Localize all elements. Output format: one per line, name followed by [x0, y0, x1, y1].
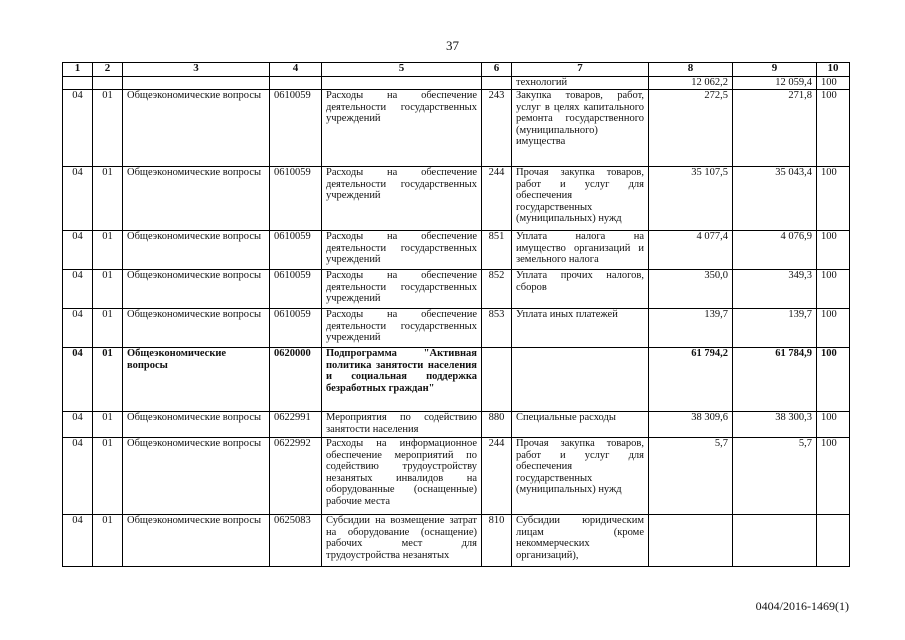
expense-description-cell: [322, 77, 482, 90]
execution-percent-cell: 100: [817, 77, 850, 90]
document-code: 0404/2016-1469(1): [755, 599, 849, 613]
execution-percent-cell: 100: [817, 90, 850, 167]
subsection-code-cell: 01: [93, 270, 123, 309]
target-article-code-cell: 0620000: [270, 348, 322, 412]
section-name-cell: [123, 77, 270, 90]
expense-description-cell: Расходы на обеспечение деятельности государственных учреждений: [322, 270, 482, 309]
subsection-code-cell: 01: [93, 167, 123, 231]
executed-amount-cell: 35 043,4: [733, 167, 817, 231]
section-code-cell: 04: [63, 270, 93, 309]
execution-percent-cell: 100: [817, 167, 850, 231]
table-row: [63, 515, 850, 567]
planned-amount-cell: 4 077,4: [649, 231, 733, 270]
executed-amount-cell: [733, 515, 817, 567]
expense-description-cell: Расходы на обеспечение деятельности государственных учреждений: [322, 231, 482, 270]
subsection-code-cell: 01: [93, 515, 123, 567]
table-row: [63, 412, 850, 438]
expense-description-cell: Субсидии на возмещение затрат на оборудование (оснащение) рабочих мест для трудоустройства незанятых: [322, 515, 482, 567]
page-number: 37: [446, 38, 459, 53]
planned-amount-cell: [649, 515, 733, 567]
subsection-code-cell: 01: [93, 309, 123, 348]
target-article-code-cell: 0625083: [270, 515, 322, 567]
target-article-code-cell: 0610059: [270, 270, 322, 309]
expense-type-code-cell: [482, 348, 512, 412]
expense-type-code-cell: 810: [482, 515, 512, 567]
execution-percent-cell: 100: [817, 348, 850, 412]
section-code-cell: 04: [63, 515, 93, 567]
planned-amount-cell: 5,7: [649, 438, 733, 515]
executed-amount-cell: 12 059,4: [733, 77, 817, 90]
expense-type-name-cell: Уплата прочих налогов, сборов: [512, 270, 649, 309]
col-header: 4: [270, 63, 322, 77]
col-header: 9: [733, 63, 817, 77]
expense-description-cell: Расходы на обеспечение деятельности государственных учреждений: [322, 309, 482, 348]
expense-type-code-cell: 853: [482, 309, 512, 348]
planned-amount-cell: 61 794,2: [649, 348, 733, 412]
expense-description-cell: Расходы на информационное обеспечение мероприятий по содействию трудоустройству незанятых инвалидов на оборудованные (оснащенные) рабочие места: [322, 438, 482, 515]
col-header: 7: [512, 63, 649, 77]
col-header: 6: [482, 63, 512, 77]
subsection-code-cell: 01: [93, 90, 123, 167]
table-row: [63, 231, 850, 270]
col-header: 8: [649, 63, 733, 77]
section-name-cell: Общеэкономические вопросы: [123, 167, 270, 231]
section-name-cell: Общеэкономические вопросы: [123, 309, 270, 348]
section-name-cell: Общеэкономические вопросы: [123, 412, 270, 438]
col-header: 2: [93, 63, 123, 77]
subsection-code-cell: 01: [93, 438, 123, 515]
col-header: 10: [817, 63, 850, 77]
subsection-code-cell: 01: [93, 412, 123, 438]
expense-type-name-cell: Прочая закупка товаров, работ и услуг для обеспечения государственных (муниципальных) нужд: [512, 167, 649, 231]
section-name-cell: Общеэкономические вопросы: [123, 348, 270, 412]
subsection-code-cell: 01: [93, 348, 123, 412]
target-article-code-cell: 0610059: [270, 309, 322, 348]
executed-amount-cell: 61 784,9: [733, 348, 817, 412]
table-row: [63, 90, 850, 167]
col-header: 1: [63, 63, 93, 77]
expense-type-code-cell: 852: [482, 270, 512, 309]
subsection-code-cell: 01: [93, 231, 123, 270]
expense-type-code-cell: 244: [482, 167, 512, 231]
section-name-cell: Общеэкономические вопросы: [123, 438, 270, 515]
planned-amount-cell: 272,5: [649, 90, 733, 167]
planned-amount-cell: 350,0: [649, 270, 733, 309]
expense-type-name-cell: Уплата иных платежей: [512, 309, 649, 348]
expense-type-code-cell: [482, 77, 512, 90]
expense-description-cell: Подпрограмма "Активная политика занятости населения и социальная поддержка безработных граждан": [322, 348, 482, 412]
expense-type-name-cell: Субсидии юридическим лицам (кроме некоммерческих организаций),: [512, 515, 649, 567]
planned-amount-cell: 139,7: [649, 309, 733, 348]
target-article-code-cell: 0622992: [270, 438, 322, 515]
section-code-cell: 04: [63, 167, 93, 231]
expense-type-name-cell: Специальные расходы: [512, 412, 649, 438]
executed-amount-cell: 349,3: [733, 270, 817, 309]
section-code-cell: 04: [63, 348, 93, 412]
executed-amount-cell: 4 076,9: [733, 231, 817, 270]
section-code-cell: 04: [63, 438, 93, 515]
expense-description-cell: Мероприятия по содействию занятости населения: [322, 412, 482, 438]
execution-percent-cell: 100: [817, 412, 850, 438]
target-article-code-cell: 0610059: [270, 231, 322, 270]
section-code-cell: 04: [63, 90, 93, 167]
table-row: [63, 77, 850, 90]
expense-description-cell: Расходы на обеспечение деятельности государственных учреждений: [322, 90, 482, 167]
planned-amount-cell: 12 062,2: [649, 77, 733, 90]
target-article-code-cell: [270, 77, 322, 90]
section-code-cell: 04: [63, 231, 93, 270]
table-row: [63, 438, 850, 515]
section-name-cell: Общеэкономические вопросы: [123, 231, 270, 270]
execution-percent-cell: 100: [817, 231, 850, 270]
expense-type-name-cell: Закупка товаров, работ, услуг в целях капитального ремонта государственного (муниципального) имущества: [512, 90, 649, 167]
table-row: [63, 309, 850, 348]
target-article-code-cell: 0622991: [270, 412, 322, 438]
header-row: [63, 63, 850, 77]
executed-amount-cell: 271,8: [733, 90, 817, 167]
expense-type-name-cell: [512, 348, 649, 412]
execution-percent-cell: 100: [817, 309, 850, 348]
execution-percent-cell: [817, 515, 850, 567]
expense-type-code-cell: 851: [482, 231, 512, 270]
expense-type-code-cell: 244: [482, 438, 512, 515]
expense-type-name-cell: технологий: [512, 77, 649, 90]
execution-percent-cell: 100: [817, 270, 850, 309]
section-name-cell: Общеэкономические вопросы: [123, 270, 270, 309]
table-row: [63, 348, 850, 412]
expense-type-name-cell: Уплата налога на имущество организаций и земельного налога: [512, 231, 649, 270]
planned-amount-cell: 35 107,5: [649, 167, 733, 231]
executed-amount-cell: 5,7: [733, 438, 817, 515]
expense-description-cell: Расходы на обеспечение деятельности государственных учреждений: [322, 167, 482, 231]
target-article-code-cell: 0610059: [270, 90, 322, 167]
target-article-code-cell: 0610059: [270, 167, 322, 231]
table-row: [63, 167, 850, 231]
expense-type-code-cell: 243: [482, 90, 512, 167]
executed-amount-cell: 38 300,3: [733, 412, 817, 438]
subsection-code-cell: [93, 77, 123, 90]
expense-type-name-cell: Прочая закупка товаров, работ и услуг для обеспечения государственных (муниципальных) нужд: [512, 438, 649, 515]
section-code-cell: 04: [63, 309, 93, 348]
section-name-cell: Общеэкономические вопросы: [123, 515, 270, 567]
table-row: [63, 270, 850, 309]
col-header: 3: [123, 63, 270, 77]
executed-amount-cell: 139,7: [733, 309, 817, 348]
budget-table: [62, 62, 850, 567]
execution-percent-cell: 100: [817, 438, 850, 515]
col-header: 5: [322, 63, 482, 77]
planned-amount-cell: 38 309,6: [649, 412, 733, 438]
section-name-cell: Общеэкономические вопросы: [123, 90, 270, 167]
section-code-cell: [63, 77, 93, 90]
expense-type-code-cell: 880: [482, 412, 512, 438]
section-code-cell: 04: [63, 412, 93, 438]
